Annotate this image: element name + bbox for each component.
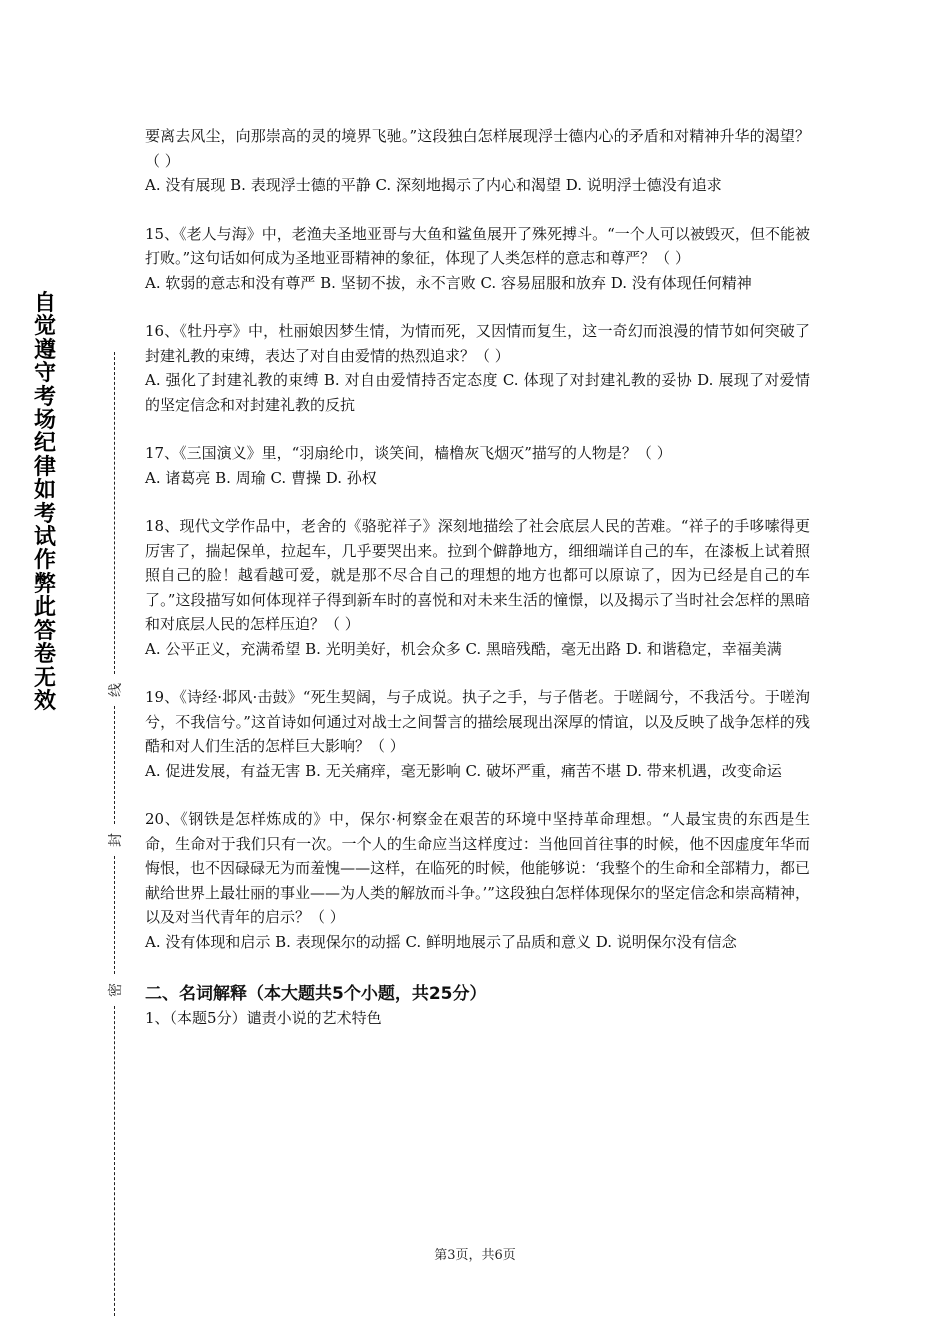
question-stem: 15、《老人与海》中，老渔夫圣地亚哥与大鱼和鲨鱼展开了殊死搏斗。“一个人可以被毁灭，但不能被打败。”这句话如何成为圣地亚哥精神的象征，体现了人类怎样的意志和尊严？（ ） bbox=[145, 224, 810, 267]
question-15 bbox=[145, 222, 810, 296]
question-14-continued bbox=[145, 124, 810, 198]
term-question-1: 1、（本题5分）谴责小说的艺术特色 bbox=[145, 1009, 382, 1027]
question-options: A. 没有展现 B. 表现浮士德的平静 C. 深刻地揭示了内心和渴望 D. 说明浮士德没有追求 bbox=[145, 176, 722, 194]
question-options: A. 促进发展，有益无害 B. 无关痛痒，毫无影响 C. 破坏严重，痛苦不堪 D. 带来机遇，改变命运 bbox=[145, 761, 782, 780]
binding-dashed-line bbox=[114, 856, 115, 974]
exam-content bbox=[145, 124, 810, 1031]
page-footer: 第3页，共6页 bbox=[434, 1248, 516, 1263]
section-heading: 二、名词解释（本大题共5个小题，共25分） bbox=[145, 984, 487, 1004]
question-20 bbox=[145, 807, 810, 954]
question-18 bbox=[145, 514, 810, 661]
question-stem: 20、《钢铁是怎样炼成的》中，保尔·柯察金在艰苦的环境中坚持革命理想。“人最宝贵的东西是生命，生命对于我们只有一次。一个人的生命应当这样度过：当他回首往事的时候，他不因虚度年华而悔恨，也不因碌碌无为而羞愧——这样，在临死的时候，他能够说：‘我整个的生命和全部精力，都已献给世界上最壮丽的事业——为人类的解放而斗争。’”这段独白怎样体现保尔的坚定信念和崇高精神，以及对当代青年的启示？（ ） bbox=[145, 810, 810, 926]
question-options: A. 诸葛亮 B. 周瑜 C. 曹操 D. 孙权 bbox=[145, 468, 377, 487]
binding-dashed-line bbox=[114, 1006, 115, 1316]
question-options: A. 没有体现和启示 B. 表现保尔的动摇 C. 鲜明地展示了品质和意义 D. 说明保尔没有信念 bbox=[145, 932, 737, 951]
question-stem: 16、《牡丹亭》中，杜丽娘因梦生情，为情而死，又因情而复生，这一奇幻而浪漫的情节如何突破了封建礼教的束缚，表达了对自由爱情的热烈追求？（ ） bbox=[145, 322, 810, 365]
binding-dashed-line bbox=[114, 352, 115, 674]
binding-mark-seal: 封 bbox=[105, 832, 125, 848]
question-16 bbox=[145, 319, 810, 417]
question-stem: 19、《诗经·邶风·击鼓》“死生契阔，与子成说。执子之手，与子偕老。于嗟阔兮，不我活兮。于嗟洵兮，不我信兮。”这首诗如何通过对战士之间誓言的描绘展现出深厚的情谊，以及反映了战争怎样的残酷和对人们生活的怎样巨大影响？（ ） bbox=[145, 688, 810, 755]
exam-discipline-notice: 自觉遵守考场纪律如考试作弊此答卷无效 bbox=[33, 291, 56, 714]
question-19 bbox=[145, 685, 810, 783]
question-options: A. 公平正义，充满希望 B. 光明美好，机会众多 C. 黑暗残酷，毫无出路 D. 和谐稳定，幸福美满 bbox=[145, 639, 782, 658]
question-17 bbox=[145, 441, 810, 490]
binding-mark-secret: 密 bbox=[105, 982, 125, 998]
question-options: A. 强化了封建礼教的束缚 B. 对自由爱情持否定态度 C. 体现了对封建礼教的妥协 D. 展现了对爱情的坚定信念和对封建礼教的反抗 bbox=[145, 371, 810, 414]
question-stem: 18、现代文学作品中，老舍的《骆驼祥子》深刻地描绘了社会底层人民的苦难。“祥子的手哆嗦得更厉害了，揣起保单，拉起车，几乎要哭出来。拉到个僻静地方，细细端详自己的车，在漆板上试着照照自己的脸！越看越可爱，就是那不尽合自己的理想的地方也都可以原谅了，因为已经是自己的车了。”这段描写如何体现祥子得到新车时的喜悦和对未来生活的憧憬，以及揭示了当时社会怎样的黑暗和对底层人民的怎样压迫？（ ） bbox=[145, 517, 810, 633]
question-stem: 要离去风尘，向那崇高的灵的境界飞驰。”这段独白怎样展现浮士德内心的矛盾和对精神升华的渴望？（ ） bbox=[145, 127, 810, 170]
question-options: A. 软弱的意志和没有尊严 B. 坚韧不拔，永不言败 C. 容易屈服和放弃 D. 没有体现任何精神 bbox=[145, 273, 752, 292]
question-stem: 17、《三国演义》里，“羽扇纶巾，谈笑间，樯橹灰飞烟灭”描写的人物是？（ ） bbox=[145, 444, 672, 462]
binding-dashed-line bbox=[114, 706, 115, 824]
binding-mark-line: 线 bbox=[105, 682, 125, 698]
